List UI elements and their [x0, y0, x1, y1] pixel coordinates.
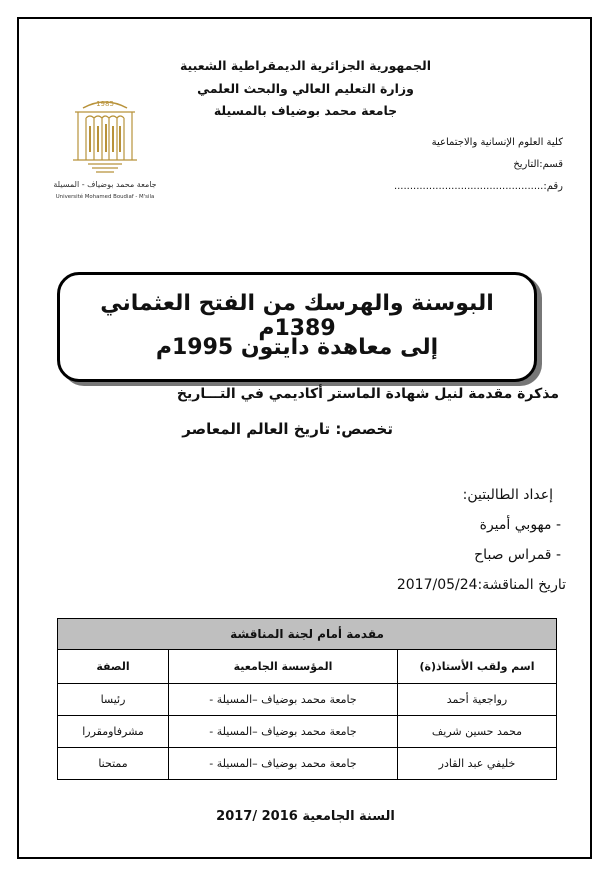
faculty-name: كلية العلوم الإنسانية والاجتماعية — [431, 137, 563, 148]
university-logo-icon — [48, 96, 163, 206]
table-header-row — [58, 650, 557, 684]
table-row — [58, 716, 557, 748]
specialty: تخصص: تاريخ العالم المعاصر — [182, 420, 393, 438]
logo-arabic-name: جامعة محمد بوضياف - المسيلة — [53, 180, 157, 189]
jury-member-name: خليفي عبد القادر — [398, 748, 557, 780]
jury-member-institution: جامعة محمد بوضياف –المسيلة - — [169, 716, 398, 748]
university-logo — [48, 96, 163, 206]
jury-caption-row — [58, 619, 557, 650]
thesis-title-line-1: البوسنة والهرسك من الفتح العثماني 1389م — [100, 291, 494, 341]
jury-member-name: محمد حسين شريف — [398, 716, 557, 748]
ministry-line: وزارة التعليم العالي والبحث العلمي — [197, 81, 414, 96]
faculty-block — [394, 132, 563, 198]
student-name: - قمراس صباح — [474, 547, 561, 563]
university-line: جامعة محمد بوضياف بالمسيلة — [213, 103, 398, 118]
logo-year-text: 1985 — [96, 100, 114, 108]
academic-year: السنة الجامعية 2016 /2017 — [216, 809, 395, 824]
republic-line: الجمهورية الجزائرية الديمقراطية الشعبية — [179, 58, 432, 73]
jury-member-institution: جامعة محمد بوضياف –المسيلة - — [169, 684, 398, 716]
table-row — [58, 684, 557, 716]
column-header-role: الصفة — [58, 650, 169, 684]
jury-member-role: مشرفاومقررا — [58, 716, 169, 748]
student-name: - مهوبي أميرة — [479, 517, 561, 533]
thesis-subtitle: مذكرة مقدمة لنيل شهادة الماستر أكاديمي في التـــاريخ — [176, 386, 559, 402]
jury-member-institution: جامعة محمد بوضياف –المسيلة - — [169, 748, 398, 780]
reference-number: رقم:............................................... — [393, 181, 563, 192]
column-header-name: اسم ولقب الأستاذ(ة) — [398, 650, 557, 684]
jury-member-name: رواجعية أحمد — [398, 684, 557, 716]
jury-caption: مقدمة أمام لجنة المناقشة — [58, 619, 557, 650]
jury-table — [57, 618, 557, 780]
thesis-title-line-2: إلى معاهدة دايتون 1995م — [155, 335, 439, 360]
department-name: قسم:التاريخ — [513, 159, 563, 170]
logo-french-name: Université Mohamed Boudiaf - M'sila — [55, 194, 155, 200]
jury-member-role: ممتحنا — [58, 748, 169, 780]
column-header-institution: المؤسسة الجامعية — [169, 650, 398, 684]
prepared-by-label: إعداد الطالبتين: — [462, 487, 553, 503]
defense-date: تاريخ المناقشة:2017/05/24 — [396, 577, 566, 593]
table-row — [58, 748, 557, 780]
thesis-title-box — [57, 272, 537, 382]
jury-member-role: رئيسا — [58, 684, 169, 716]
